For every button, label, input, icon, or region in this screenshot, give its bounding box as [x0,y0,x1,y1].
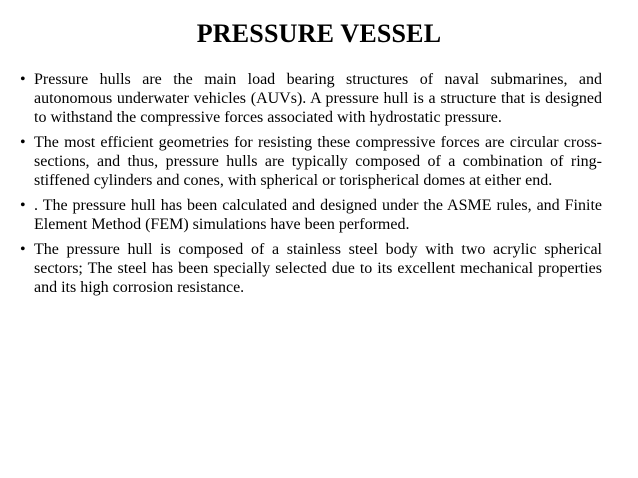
bullet-text: . The pressure hull has been calculated and designed under the ASME rules, and Finite Element Method (FEM) simulations have been performed. [34,197,602,233]
bullet-list [20,70,602,303]
bullet-text: Pressure hulls are the main load bearing structures of naval submarines, and autonomous underwater vehicles (AUVs). A pressure hull is a structure that is designed to withstand the compressive forces associated with hydrostatic pressure. [34,71,602,126]
bullet-item [20,196,602,234]
bullet-dot-icon: • [20,197,26,214]
bullet-item [20,240,602,297]
bullet-dot-icon: • [20,134,26,151]
bullet-dot-icon: • [20,241,26,258]
bullet-text: The pressure hull is composed of a stainless steel body with two acrylic spherical sectors; The steel has been specially selected due to its excellent mechanical properties and its high corrosion resistance. [34,241,602,296]
slide-title: PRESSURE VESSEL [196,19,442,48]
bullet-item [20,133,602,190]
bullet-item [20,70,602,127]
bullet-text: The most efficient geometries for resisting these compressive forces are circular cross-sections, and thus, pressure hulls are typically composed of a combination of ring-stiffened cylinders and cones, with spherical or torispherical domes at either end. [34,134,602,189]
bullet-dot-icon: • [20,71,26,88]
